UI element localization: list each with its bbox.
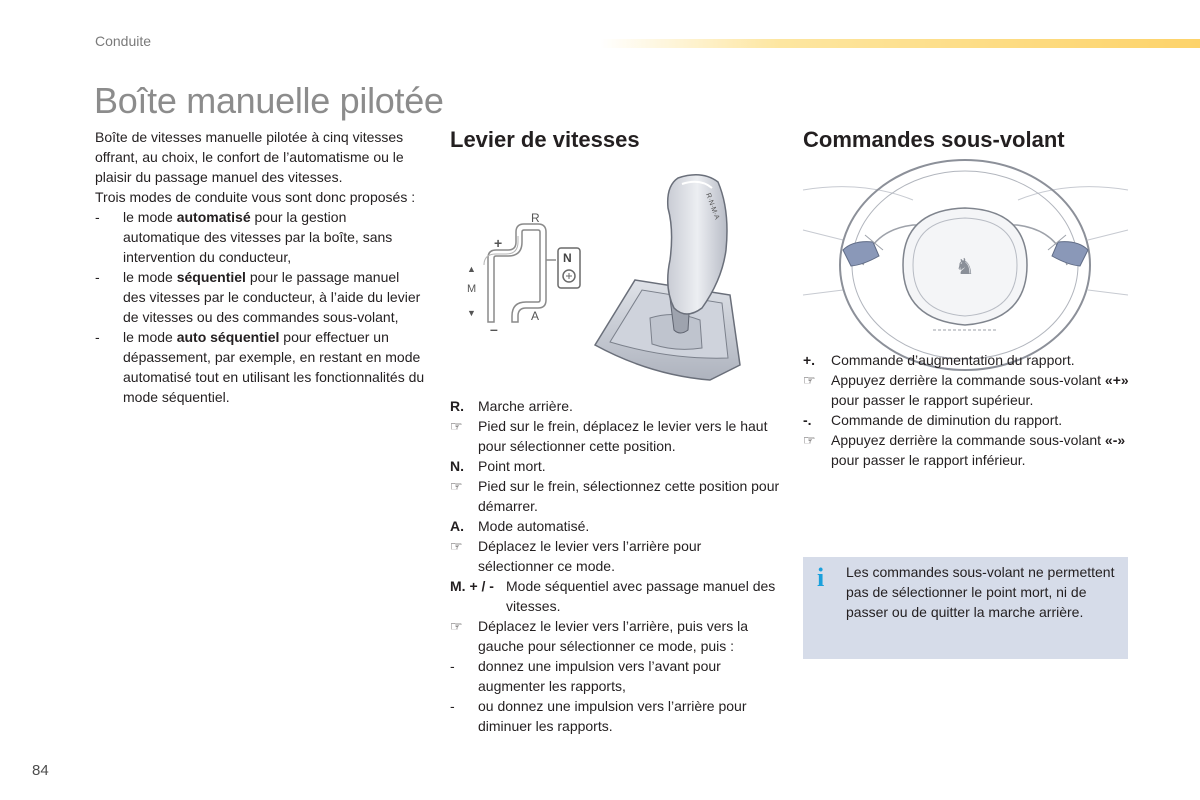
mode-item-auto-sequentiel: - le mode auto séquentiel pour effectuer un dépassement, par exemple, en restant en mode automatisé tout en utilisant les fonctionnalités du mode séquentiel. bbox=[95, 329, 425, 405]
info-box bbox=[803, 557, 1128, 659]
intro-paragraph: Boîte de vitesses manuelle pilotée à cinq vitesses offrant, au choix, le confort de l’automatisme ou le plaisir du passage manuel des vitesses. bbox=[95, 129, 404, 185]
entry-n-instruction: ☞ Pied sur le frein, sélectionnez cette position pour démarrer. bbox=[450, 478, 780, 514]
info-icon: i bbox=[817, 563, 825, 592]
pointing-hand-icon: ☞ bbox=[450, 538, 463, 554]
levier-heading: Levier de vitesses bbox=[450, 127, 640, 152]
list-dash: - bbox=[95, 209, 100, 225]
commandes-heading: Commandes sous-volant bbox=[803, 127, 1065, 152]
intro-modes-lead: Trois modes de conduite vous sont donc proposés : bbox=[95, 189, 416, 205]
entry-m-down: - ou donnez une impulsion vers l’arrière pour diminuer les rapports. bbox=[450, 698, 747, 734]
list-dash: - bbox=[450, 698, 455, 714]
gate-label-m: M bbox=[467, 283, 477, 295]
intro-text bbox=[95, 127, 425, 407]
gate-label-plus: + bbox=[494, 235, 503, 251]
steering-wheel-illustration bbox=[803, 170, 1128, 342]
mode-item-automatise: - le mode automatisé pour la gestion automatique des vitesses par la boîte, sans intervention du conducteur, bbox=[95, 209, 393, 265]
entry-r-instruction: ☞ Pied sur le frein, déplacez le levier vers le haut pour sélectionner cette position. bbox=[450, 418, 768, 454]
entry-n: N. Point mort. bbox=[450, 458, 546, 474]
pointing-hand-icon: ☞ bbox=[803, 432, 816, 448]
commandes-entries bbox=[803, 350, 1133, 470]
pointing-hand-icon: ☞ bbox=[450, 418, 463, 434]
svg-text:R·N·M·A: R·N·M·A bbox=[704, 192, 721, 221]
gear-lever-illustration bbox=[590, 170, 740, 385]
pointing-hand-icon: ☞ bbox=[450, 478, 463, 494]
header-accent-bar bbox=[600, 39, 1200, 48]
mode-name: auto séquentiel bbox=[176, 329, 280, 345]
svg-text:♞: ♞ bbox=[955, 255, 975, 280]
arrow-down-icon: ▼ bbox=[467, 308, 476, 318]
page-title: Boîte manuelle pilotée bbox=[94, 80, 444, 121]
entry-minus-instruction: ☞ Appuyez derrière la commande sous-volant «-» pour passer le rapport inférieur. bbox=[803, 432, 1126, 468]
entry-m: M. + / - Mode séquentiel avec passage manuel des vitesses. bbox=[450, 578, 776, 614]
levier-entry-list bbox=[450, 396, 780, 736]
gate-label-minus: – bbox=[490, 321, 498, 337]
section-label: Conduite bbox=[95, 33, 152, 49]
list-dash: - bbox=[95, 269, 100, 285]
gate-label-n: N bbox=[563, 251, 572, 265]
page-number: 84 bbox=[32, 762, 49, 779]
levier-entries bbox=[450, 396, 780, 736]
pointing-hand-icon: ☞ bbox=[803, 372, 816, 388]
gate-label-a: A bbox=[531, 309, 540, 323]
mode-item-sequentiel: - le mode séquentiel pour le passage manuel des vitesses par le conducteur, à l’aide du levier de vitesses ou des commandes sous-volant, bbox=[95, 269, 421, 325]
mode-name: séquentiel bbox=[176, 269, 246, 285]
mode-name: automatisé bbox=[176, 209, 251, 225]
info-text: Les commandes sous-volant ne permettent pas de sélectionner le point mort, ni de passer ou de quitter la marche arrière. bbox=[846, 564, 1115, 620]
list-dash: - bbox=[95, 329, 100, 345]
gear-gate-diagram bbox=[460, 210, 600, 340]
entry-m-up: - donnez une impulsion vers l’avant pour augmenter les rapports, bbox=[450, 658, 721, 694]
pointing-hand-icon: ☞ bbox=[450, 618, 463, 634]
gate-label-r: R bbox=[531, 211, 540, 225]
modes-list bbox=[95, 207, 425, 407]
entry-minus: -. Commande de diminution du rapport. bbox=[803, 412, 1063, 428]
entry-plus-instruction: ☞ Appuyez derrière la commande sous-volant «+» pour passer le rapport supérieur. bbox=[803, 372, 1129, 408]
commandes-entry-list bbox=[803, 350, 1133, 470]
entry-plus: +. Commande d’augmentation du rapport. bbox=[803, 352, 1075, 368]
arrow-up-icon: ▲ bbox=[467, 264, 476, 274]
entry-m-instruction: ☞ Déplacez le levier vers l’arrière, puis vers la gauche pour sélectionner ce mode, puis : bbox=[450, 618, 748, 654]
list-dash: - bbox=[450, 658, 455, 674]
entry-a-instruction: ☞ Déplacez le levier vers l’arrière pour sélectionner ce mode. bbox=[450, 538, 702, 574]
entry-r: R. Marche arrière. bbox=[450, 398, 573, 414]
entry-a: A. Mode automatisé. bbox=[450, 518, 590, 534]
